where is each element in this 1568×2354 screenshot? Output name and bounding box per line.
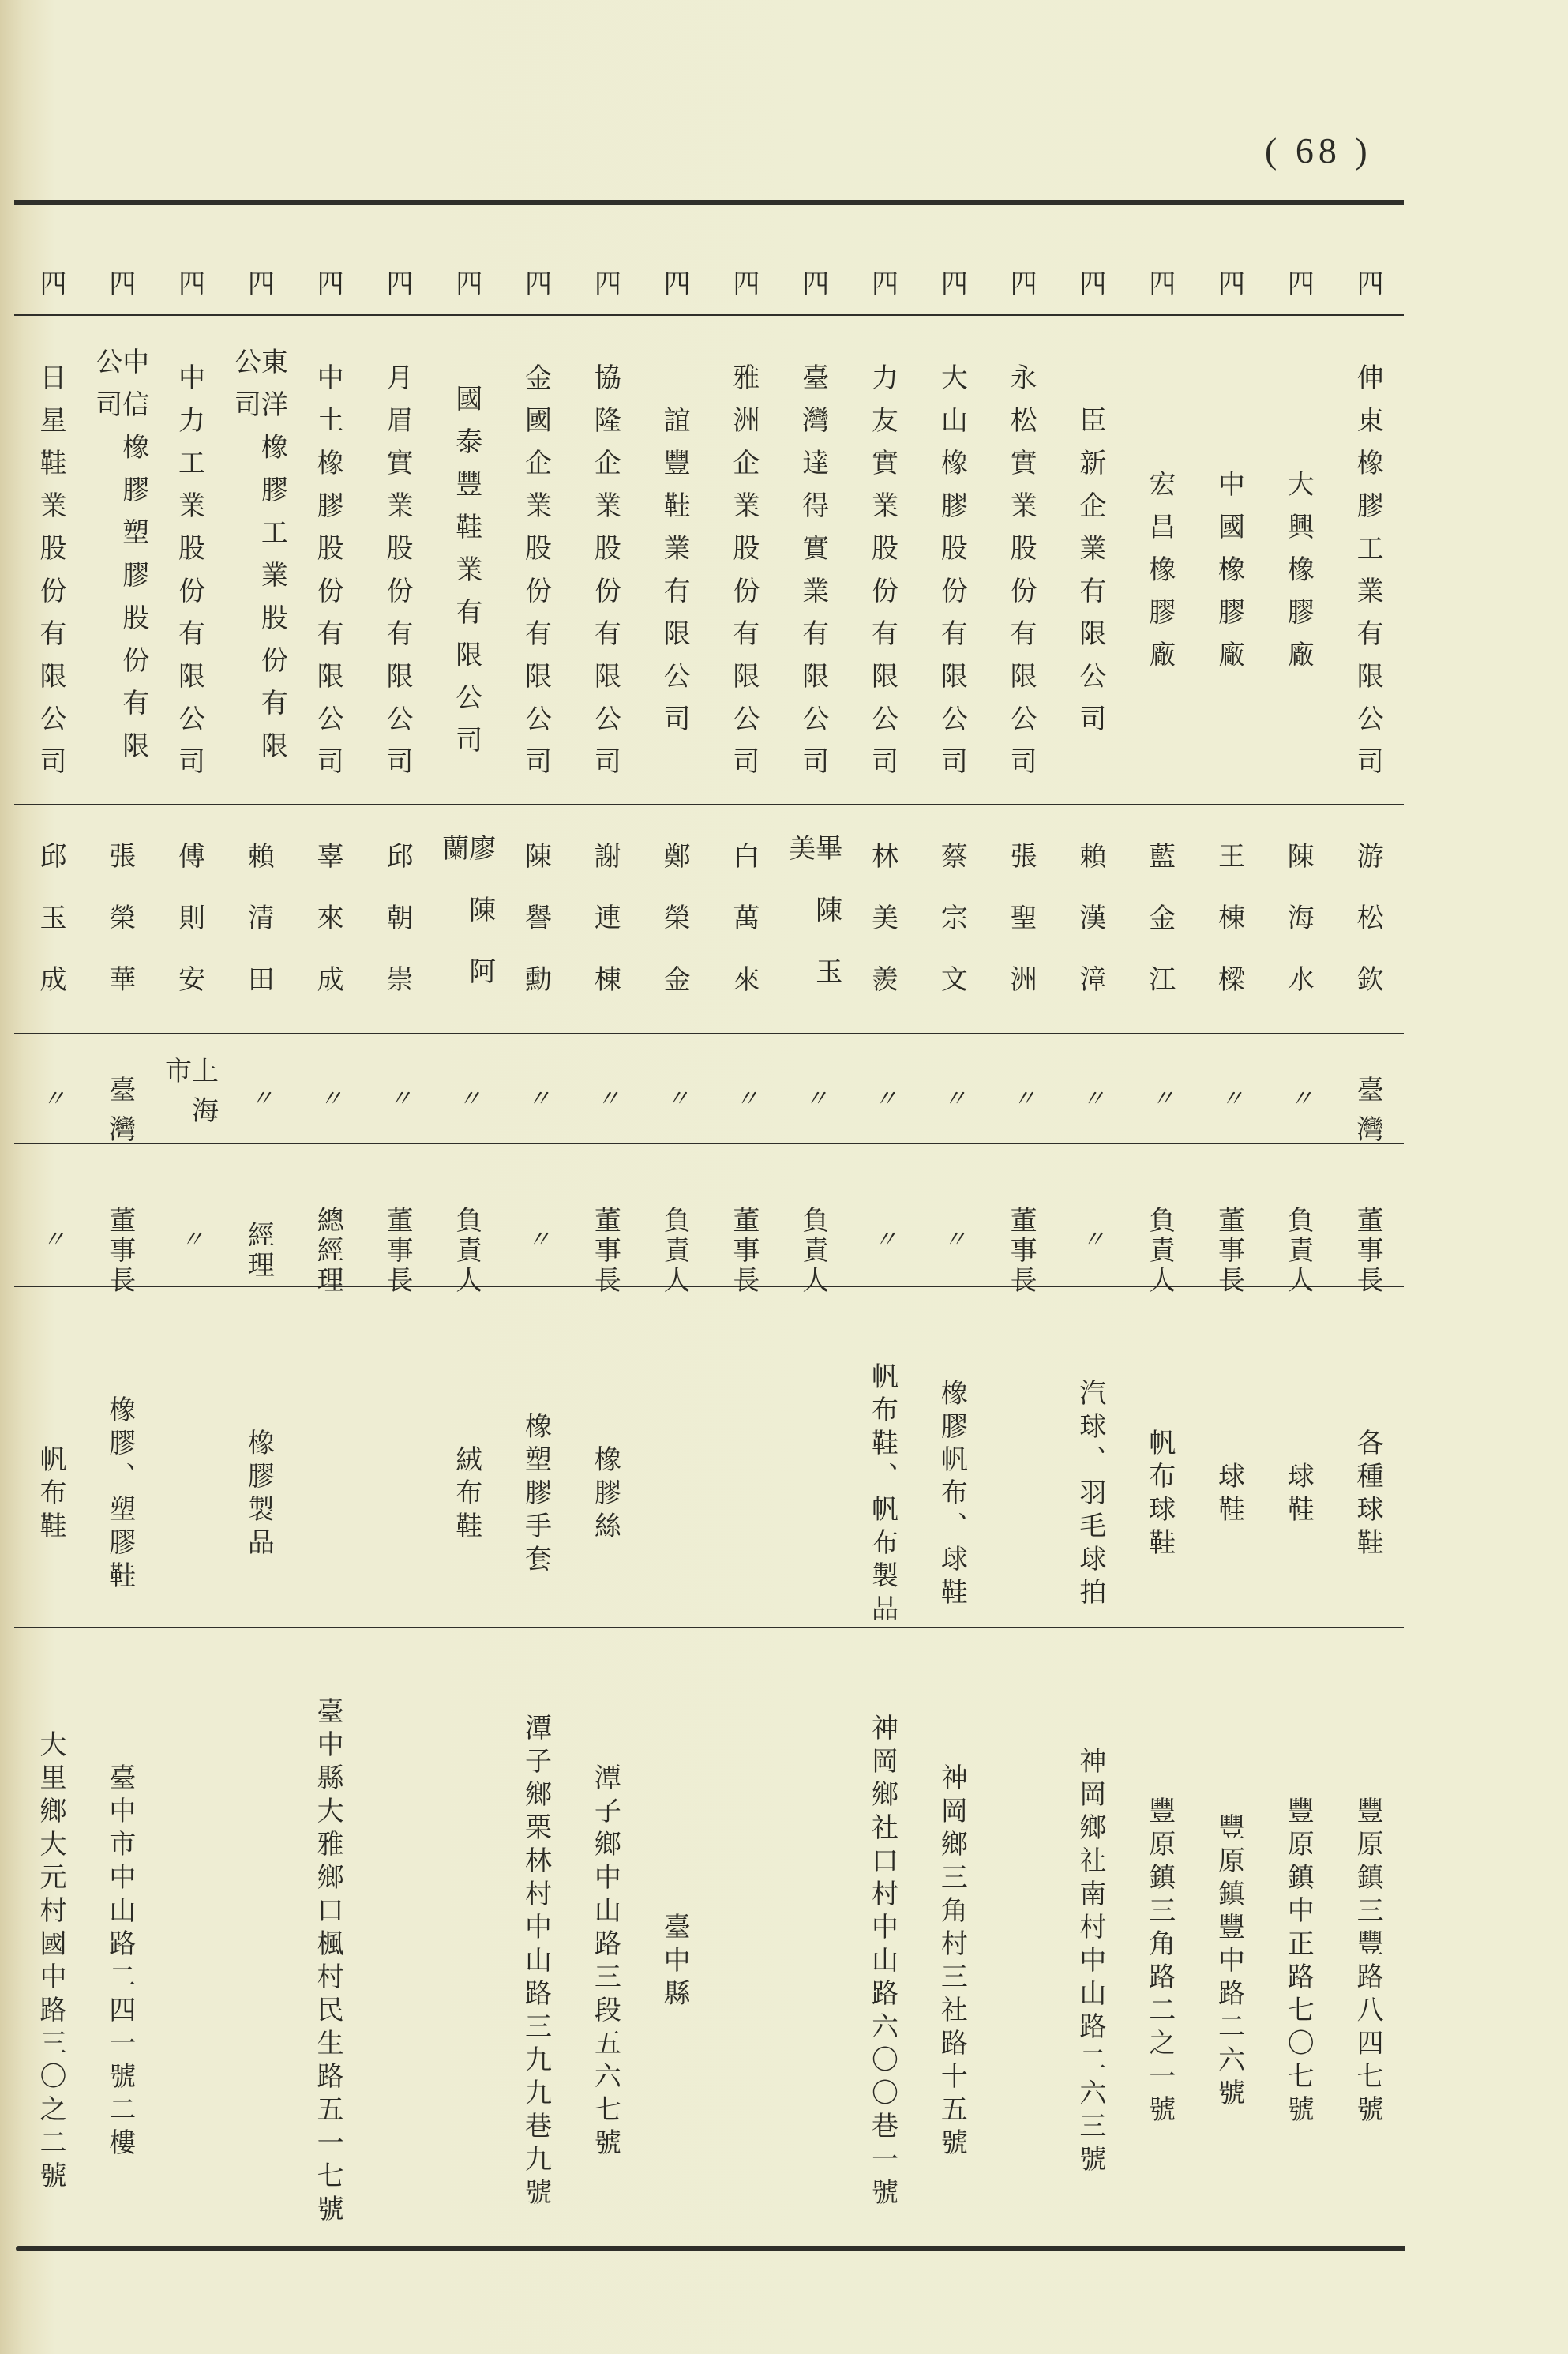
company-name-cell: 月眉實業股份有限公司	[381, 363, 413, 790]
address-cell: 大里鄉大元村國中路三〇之二號	[34, 1730, 66, 2194]
products-cell: 帆布球鞋	[1143, 1428, 1176, 1561]
origin-cell-ditto: 〃	[730, 1085, 758, 1122]
company-name-cell: 宏昌橡膠廠	[1143, 470, 1176, 683]
table-row	[432, 205, 501, 2243]
representative-cell: 王棟樑	[1213, 842, 1245, 1027]
table-row	[1333, 205, 1402, 2243]
origin-cell-ditto: 〃	[245, 1085, 273, 1122]
origin-cell-ditto: 〃	[799, 1085, 827, 1122]
representative-cell: 張聖洲	[1005, 842, 1037, 1027]
prefix-cell: 四	[381, 269, 413, 296]
table-row	[1263, 205, 1333, 2243]
company-name-cell: 臣新企業有限公司	[1074, 406, 1106, 747]
prefix-cell: 四	[589, 269, 621, 296]
prefix-cell: 四	[103, 269, 136, 296]
origin-cell: 臺灣	[1352, 1075, 1384, 1154]
table-row	[155, 205, 224, 2243]
table-row	[986, 205, 1056, 2243]
company-name-cell: 中土橡膠股份有限公司	[312, 363, 344, 790]
representative-cell: 賴清田	[242, 842, 275, 1027]
prefix-cell: 四	[936, 269, 968, 296]
table-row	[85, 205, 155, 2243]
representative-cell: 廖陳阿蘭	[437, 834, 496, 1019]
table-row	[293, 205, 362, 2243]
table-row	[362, 205, 432, 2243]
prefix-cell: 四	[658, 269, 691, 296]
company-name-cell: 伸東橡膠工業有限公司	[1352, 363, 1384, 790]
prefix-cell: 四	[727, 269, 760, 296]
company-name-cell: 永松實業股份有限公司	[1005, 363, 1037, 790]
address-cell: 神岡鄉社南村中山路二六三號	[1074, 1747, 1106, 2178]
company-name-cell: 大興橡膠廠	[1282, 470, 1315, 683]
title-cell: 董事長	[103, 1206, 136, 1296]
origin-cell-ditto: 〃	[522, 1085, 550, 1122]
representative-cell: 辜來成	[312, 842, 344, 1027]
table-row	[1125, 205, 1195, 2243]
representative-cell: 林美羨	[866, 842, 898, 1027]
company-name-cell: 中信橡膠塑膠股份有限公司	[90, 347, 149, 774]
representative-cell: 白萬來	[727, 842, 760, 1027]
table-row	[570, 205, 640, 2243]
origin-cell-ditto: 〃	[452, 1085, 481, 1122]
table-row	[709, 205, 778, 2243]
directory-table	[16, 205, 1402, 2243]
company-name-cell: 臺灣達得實業有限公司	[797, 363, 829, 790]
address-cell: 豐原鎮三角路二之一號	[1143, 1796, 1176, 2128]
table-row	[223, 205, 293, 2243]
address-cell: 潭子鄉栗林村中山路三九九巷九號	[520, 1714, 552, 2211]
title-cell: 總經理	[312, 1206, 344, 1296]
title-cell-ditto: 〃	[868, 1226, 897, 1253]
address-cell: 豐原鎮豐中路二六號	[1213, 1813, 1245, 2112]
prefix-cell: 四	[242, 269, 275, 296]
company-name-cell: 雅洲企業股份有限公司	[727, 363, 760, 790]
company-name-cell: 力友實業股份有限公司	[866, 363, 898, 790]
title-cell: 董事長	[727, 1206, 760, 1296]
prefix-cell: 四	[1005, 269, 1037, 296]
company-name-cell: 日星鞋業股份有限公司	[34, 363, 66, 790]
title-cell-ditto: 〃	[175, 1226, 204, 1253]
address-cell: 潭子鄉中山路三段五六七號	[589, 1763, 621, 2161]
products-cell: 汽球、羽毛球拍	[1074, 1378, 1106, 1611]
origin-cell-ditto: 〃	[1007, 1085, 1036, 1122]
prefix-cell: 四	[797, 269, 829, 296]
prefix-cell: 四	[866, 269, 898, 296]
bottom-rule	[16, 2246, 1405, 2251]
products-cell: 橡膠帆布、球鞋	[936, 1378, 968, 1611]
table-row	[16, 205, 85, 2243]
table-row	[778, 205, 848, 2243]
origin-cell-ditto: 〃	[868, 1085, 897, 1122]
title-cell-ditto: 〃	[938, 1226, 966, 1253]
representative-cell: 畢陳玉美	[783, 834, 842, 1019]
title-cell: 董事長	[1352, 1206, 1384, 1296]
origin-cell: 臺灣	[103, 1075, 136, 1154]
address-cell: 神岡鄉社口村中山路六〇〇巷一號	[866, 1714, 898, 2211]
table-row	[1056, 205, 1125, 2243]
title-cell: 負責人	[1143, 1206, 1176, 1296]
prefix-cell: 四	[520, 269, 552, 296]
title-cell: 負責人	[1282, 1206, 1315, 1296]
representative-cell: 陳海水	[1282, 842, 1315, 1027]
prefix-cell: 四	[1352, 269, 1384, 296]
origin-cell-ditto: 〃	[661, 1085, 689, 1122]
address-cell: 豐原鎮三豐路八四七號	[1352, 1796, 1384, 2128]
origin-cell-ditto: 〃	[36, 1085, 65, 1122]
origin-cell-ditto: 〃	[938, 1085, 966, 1122]
title-cell: 董事長	[1005, 1206, 1037, 1296]
origin-cell-ditto: 〃	[1285, 1085, 1313, 1122]
prefix-cell: 四	[173, 269, 205, 296]
table-row	[917, 205, 986, 2243]
title-cell: 負責人	[797, 1206, 829, 1296]
title-cell: 負責人	[658, 1206, 691, 1296]
top-rule	[14, 200, 1404, 205]
title-cell: 董事長	[1213, 1206, 1245, 1296]
table-row	[1195, 205, 1264, 2243]
company-name-cell: 大山橡膠股份有限公司	[936, 363, 968, 790]
address-cell: 臺中縣	[658, 1913, 691, 2012]
representative-cell: 蔡宗文	[936, 842, 968, 1027]
representative-cell: 陳譽勳	[520, 842, 552, 1027]
products-cell: 帆布鞋	[34, 1444, 66, 1545]
table-row	[640, 205, 709, 2243]
title-cell-ditto: 〃	[1076, 1226, 1105, 1253]
title-cell: 負責人	[450, 1206, 482, 1296]
company-name-cell: 中力工業股份有限公司	[173, 363, 205, 790]
title-cell: 董事長	[381, 1206, 413, 1296]
title-cell-ditto: 〃	[36, 1226, 65, 1253]
company-name-cell: 中國橡膠廠	[1213, 470, 1245, 683]
products-cell: 橡塑膠手套	[520, 1411, 552, 1578]
prefix-cell: 四	[1213, 269, 1245, 296]
representative-cell: 賴漢漳	[1074, 842, 1106, 1027]
prefix-cell: 四	[34, 269, 66, 296]
prefix-cell: 四	[450, 269, 482, 296]
products-cell: 球鞋	[1213, 1461, 1245, 1528]
address-cell: 神岡鄉三角村三社路十五號	[936, 1763, 968, 2161]
products-cell: 各種球鞋	[1352, 1428, 1384, 1561]
company-name-cell: 國泰豐鞋業有限公司	[450, 385, 482, 768]
title-cell: 經理	[242, 1221, 275, 1281]
company-name-cell: 協隆企業股份有限公司	[589, 363, 621, 790]
address-cell: 豐原鎮中正路七〇七號	[1282, 1796, 1315, 2128]
representative-cell: 謝連棟	[589, 842, 621, 1027]
representative-cell: 邱朝崇	[381, 842, 413, 1027]
products-cell: 球鞋	[1282, 1461, 1315, 1528]
title-cell-ditto: 〃	[522, 1226, 550, 1253]
origin-cell-ditto: 〃	[314, 1085, 343, 1122]
table-row	[501, 205, 571, 2243]
representative-cell: 游松欽	[1352, 842, 1384, 1027]
origin-cell-ditto: 〃	[383, 1085, 411, 1122]
address-cell: 臺中市中山路二四一號二樓	[103, 1763, 136, 2161]
address-cell: 臺中縣大雅鄉口楓村民生路五一七號	[312, 1697, 344, 2228]
page-number: ( 68 )	[1265, 130, 1372, 171]
origin-cell-ditto: 〃	[1146, 1085, 1174, 1122]
origin-cell-ditto: 〃	[1076, 1085, 1105, 1122]
origin-cell: 上海市	[159, 1057, 219, 1136]
prefix-cell: 四	[1074, 269, 1106, 296]
origin-cell-ditto: 〃	[591, 1085, 620, 1122]
products-cell: 絨布鞋	[450, 1444, 482, 1545]
products-cell: 帆布鞋、帆布製品	[866, 1361, 898, 1628]
prefix-cell: 四	[312, 269, 344, 296]
representative-cell: 邱玉成	[34, 842, 66, 1027]
prefix-cell: 四	[1143, 269, 1176, 296]
products-cell: 橡膠、塑膠鞋	[103, 1395, 136, 1594]
products-cell: 橡膠製品	[242, 1428, 275, 1561]
representative-cell: 張榮華	[103, 842, 136, 1027]
company-name-cell: 東洋橡膠工業股份有限公司	[229, 347, 288, 774]
prefix-cell: 四	[1282, 269, 1315, 296]
products-cell: 橡膠絲	[589, 1444, 621, 1545]
representative-cell: 藍金江	[1143, 842, 1176, 1027]
company-name-cell: 誼豐鞋業有限公司	[658, 406, 691, 747]
representative-cell: 鄭榮金	[658, 842, 691, 1027]
title-cell: 董事長	[589, 1206, 621, 1296]
company-name-cell: 金國企業股份有限公司	[520, 363, 552, 790]
origin-cell-ditto: 〃	[1215, 1085, 1244, 1122]
table-row	[848, 205, 917, 2243]
representative-cell: 傅則安	[173, 842, 205, 1027]
